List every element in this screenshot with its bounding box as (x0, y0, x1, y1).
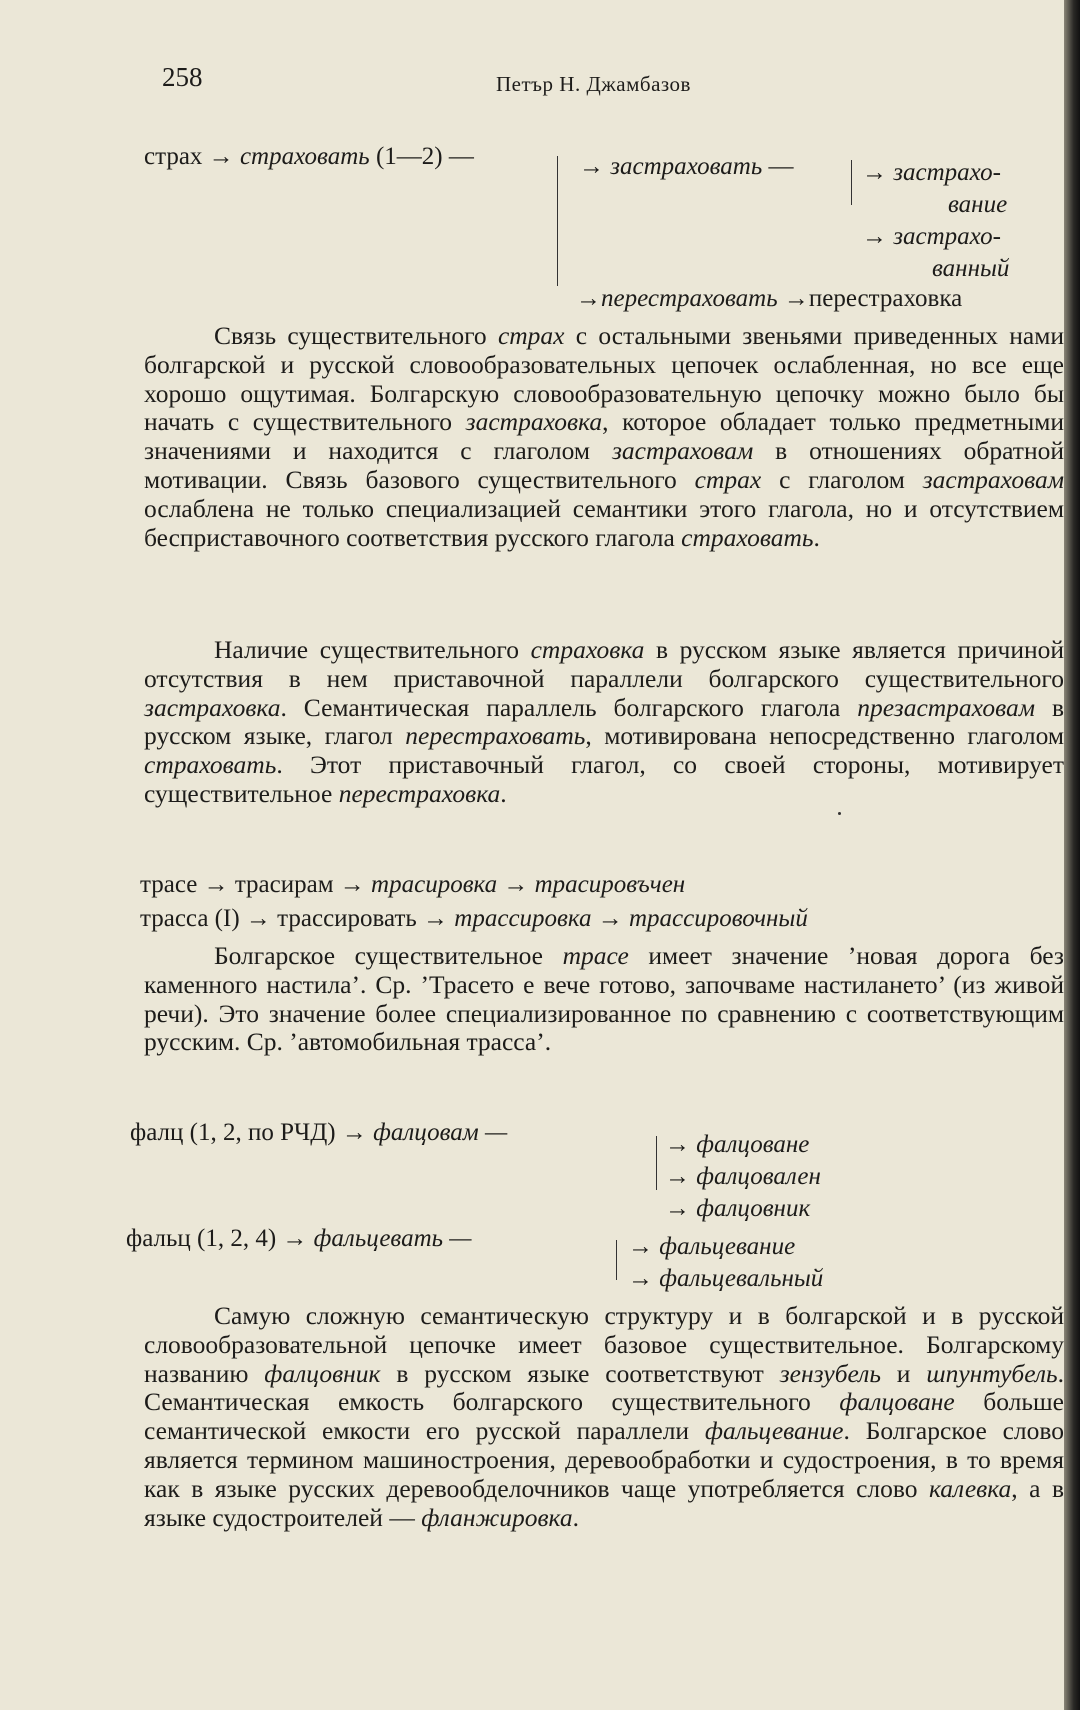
italic-term: фальцевание (704, 1416, 844, 1446)
text-run: . Семантическая параллель болгарского глагола (280, 692, 858, 722)
scheme-word: — (768, 153, 794, 180)
text-run: больше семантической емкости его русской параллели (144, 1387, 1064, 1446)
text-run: . Этот приставочный глагол, со своей стороны, мотивирует существительное (144, 750, 1064, 808)
scheme-word: трасе → трасирам → (140, 871, 365, 898)
text-run: имеет значение ’новая дорога без каменного настила’. Ср. ’Трасето е вече готово, започваме настилането’ (из живой речи). Это значение более специализированное по сравнению с соответствующим русским. Ср. ’автомобильная трасса’. (144, 941, 1064, 1057)
italic-term: страховать (144, 750, 277, 780)
text-run: Наличие существительного (214, 635, 531, 664)
scheme-line (140, 904, 808, 934)
scheme-branch-line (656, 1136, 657, 1190)
text-run: в русском языке, глагол (144, 692, 1064, 751)
scheme-word: трасировъчен (534, 871, 686, 898)
paragraph-3 (144, 942, 1064, 1057)
paragraph-2 (144, 636, 1064, 809)
scheme-line (932, 254, 1009, 284)
page-header (0, 62, 1064, 102)
scheme-word: ванный (932, 255, 1010, 282)
italic-term: перестраховать (405, 721, 586, 751)
scheme-word: → застраховать (579, 153, 763, 180)
text-run: Связь существительного (214, 321, 498, 350)
scheme-line (665, 1162, 821, 1192)
running-title: Петър Н. Джамбазов (496, 72, 691, 96)
scheme-word: трасировка (371, 871, 498, 898)
scheme-word: вание (948, 191, 1008, 218)
italic-term: фалцоване (839, 1387, 955, 1417)
scheme-line (665, 1130, 809, 1160)
scheme-word: трассировочный (628, 905, 808, 932)
scheme-word: →перестраховать (576, 285, 778, 312)
scheme-word: → (597, 905, 623, 932)
scheme-word: → фалцоване (665, 1131, 810, 1158)
text-run: . (572, 1502, 579, 1532)
scheme-word: трассировка (454, 905, 592, 932)
italic-term: застраховам (922, 464, 1064, 494)
text-run: и (880, 1358, 927, 1388)
italic-term: перестраховка (338, 778, 501, 808)
scheme-line (628, 1264, 823, 1294)
scheme-branch-line (557, 156, 558, 286)
italic-term: презастраховам (857, 692, 1036, 722)
text-run: в отношениях обратной мотивации. Связь базового существительного (144, 436, 1064, 494)
scheme-word: фалц (1, 2, по РЧД) → (130, 1119, 367, 1146)
scheme-line (579, 152, 794, 182)
text-run: , мотивирована непосредственно глаголом (585, 721, 1064, 751)
italic-term: шпунтубель (926, 1358, 1058, 1388)
text-run: , которое обладает только предметными значениями и находится с глаголом (144, 407, 1064, 466)
scheme-word: фальц (1, 2, 4) → (126, 1225, 308, 1252)
scheme-line (862, 158, 1001, 188)
scheme-word: → застрахо- (862, 223, 1001, 250)
text-run: в русском языке является причиной отсутствия в нем приставочной параллели болгарского существительного (144, 635, 1064, 693)
italic-term: застраховам (611, 436, 754, 466)
italic-term: страховка (530, 635, 645, 664)
paragraph-4 (144, 1302, 1064, 1532)
scheme-word: трасса (I) → трассировать → (140, 905, 449, 932)
scheme-line (576, 284, 962, 314)
scheme-word: → (503, 871, 529, 898)
text-run: с глаголом (761, 464, 923, 494)
scheme-word: → фальцевание (628, 1233, 796, 1260)
text-run: с остальными звеньями приведенных нами болгарской и русской словообразовательных цепочек ослабленная, но все еще хорошо ощутимая. Болгарскую словообразовательную цепочку можно было бы начать с существительного (144, 321, 1064, 437)
text-run: ослаблена не только специализацией семантики этого глагола, но и отсутствием бесприставочного соответствия русского глагола (144, 493, 1064, 552)
scheme-line (126, 1224, 472, 1254)
scheme-line (144, 142, 474, 172)
text-run: . Болгарское слово является термином машиностроения, деревообработки и судостроения, в то время как в языке русских деревообделочников чаще употребляется слово (144, 1416, 1064, 1503)
book-spine-shadow (1064, 0, 1080, 1710)
scheme-line (628, 1232, 795, 1262)
italic-term: фланжировка (421, 1502, 573, 1532)
scheme-line (130, 1118, 507, 1148)
scheme-word: страх → (144, 143, 234, 170)
text-run: . Семантическая емкость болгарского существительного (144, 1358, 1064, 1417)
scheme-word: → фальцевальный (628, 1265, 824, 1292)
italic-term: застраховка (144, 692, 281, 722)
scheme-word: →перестраховка (783, 285, 963, 312)
scheme-word: → фалцовник (665, 1195, 811, 1222)
paragraph-1 (144, 322, 1064, 552)
italic-term: застраховка (465, 407, 603, 437)
ink-speck (838, 812, 841, 815)
scheme-word: (1—2) — (375, 143, 474, 170)
scheme-line (665, 1194, 810, 1224)
scheme-word: страховать (239, 143, 370, 170)
scheme-word: → фалцовален (665, 1163, 821, 1190)
italic-term: зензубель (779, 1358, 881, 1388)
italic-term: фалцовник (264, 1358, 381, 1388)
page-number: 258 (162, 62, 203, 92)
scheme-word: → застрахо- (862, 159, 1001, 186)
italic-term: страх (497, 321, 565, 350)
scheme-word: фалцовам — (373, 1119, 508, 1146)
italic-term: трасе (562, 941, 629, 970)
italic-term: страх (694, 464, 762, 494)
text-run: в русском языке соответствуют (380, 1358, 780, 1388)
italic-term: страховать (681, 522, 814, 552)
text-run: Болгарское существительное (214, 941, 563, 970)
scheme-branch-line (851, 160, 852, 205)
scheme-line (140, 870, 685, 900)
scheme-line (948, 190, 1007, 220)
text-run: . (813, 522, 820, 552)
scheme-word: фальцевать — (313, 1225, 472, 1252)
scheme-line (862, 222, 1001, 252)
text-run: , а в языке судостроителей — (144, 1473, 1064, 1532)
scheme-branch-line (616, 1240, 617, 1280)
italic-term: калевка (929, 1473, 1012, 1503)
text-run: Самую сложную семантическую структуру и в болгарской и в русской словообразовательной цепочке имеет базовое существительное. Болгарскому названию (144, 1301, 1064, 1388)
text-run: . (500, 778, 507, 808)
